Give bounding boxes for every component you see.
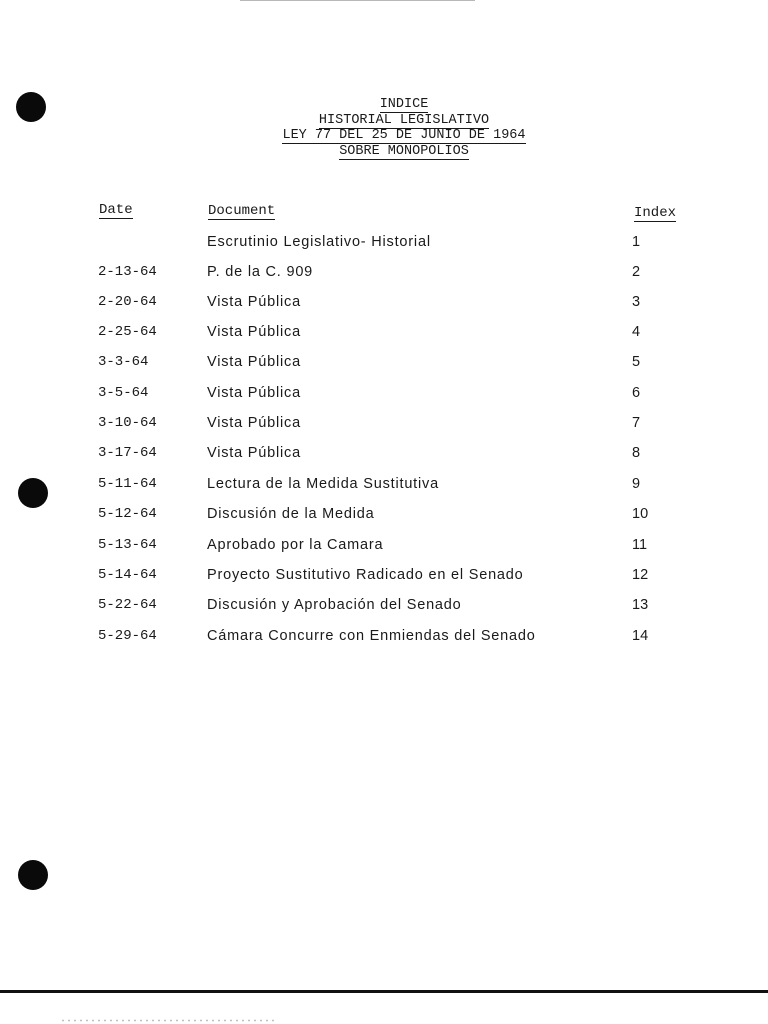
row-document: Discusión de la Medida [207, 506, 375, 522]
table-row [0, 383, 768, 403]
row-index: 12 [632, 567, 649, 583]
column-header-index: Index [634, 205, 677, 221]
row-date: 5-29-64 [98, 628, 157, 644]
row-date: 5-14-64 [98, 567, 157, 583]
scan-noise-dots [60, 1019, 275, 1022]
table-row [0, 262, 768, 282]
table-row [0, 595, 768, 615]
heading-line-1: INDICE [379, 97, 429, 112]
table-row [0, 565, 768, 585]
row-document: P. de la C. 909 [207, 264, 314, 280]
row-document: Proyecto Sustitutivo Radicado en el Senado [207, 567, 524, 583]
table-row [0, 443, 768, 463]
row-document: Vista Pública [207, 445, 301, 461]
table-row [0, 535, 768, 555]
table-row [0, 413, 768, 433]
row-index: 6 [632, 385, 641, 401]
row-date: 3-10-64 [98, 415, 157, 431]
document-heading [0, 97, 768, 159]
row-index: 9 [632, 476, 641, 492]
row-index: 8 [632, 445, 641, 461]
row-index: 3 [632, 294, 641, 310]
row-index: 5 [632, 354, 641, 370]
row-date: 3-5-64 [98, 385, 149, 401]
heading-line-4: SOBRE MONOPOLIOS [339, 143, 469, 159]
row-date: 2-13-64 [98, 264, 157, 280]
row-index: 1 [632, 234, 641, 250]
row-document: Cámara Concurre con Enmiendas del Senado [207, 628, 536, 644]
column-header-date: Date [99, 202, 133, 218]
row-index: 4 [632, 324, 641, 340]
row-index: 7 [632, 415, 641, 431]
heading-line-2: HISTORIAL LEGISLATIVO [318, 112, 490, 128]
row-document: Vista Pública [207, 324, 301, 340]
row-document: Escrutinio Legislativo- Historial [207, 234, 431, 250]
row-date: 2-20-64 [98, 294, 157, 310]
row-date: 5-11-64 [98, 476, 157, 492]
row-document: Discusión y Aprobación del Senado [207, 597, 462, 613]
row-index: 14 [632, 628, 649, 644]
table-row [0, 232, 768, 252]
row-index: 11 [632, 537, 648, 553]
page-bottom-edge [0, 990, 768, 993]
table-row [0, 322, 768, 342]
row-date: 5-13-64 [98, 537, 157, 553]
heading-line-3: LEY 77 DEL 25 DE JUNIO DE 1964 [282, 128, 526, 143]
table-row [0, 504, 768, 524]
row-date: 3-17-64 [98, 445, 157, 461]
row-document: Vista Pública [207, 294, 301, 310]
row-index: 10 [632, 506, 649, 522]
table-row [0, 626, 768, 646]
row-date: 2-25-64 [98, 324, 157, 340]
row-date: 5-12-64 [98, 506, 157, 522]
row-document: Vista Pública [207, 354, 301, 370]
row-date: 3-3-64 [98, 354, 149, 370]
table-row [0, 352, 768, 372]
row-document: Vista Pública [207, 385, 301, 401]
table-row [0, 292, 768, 312]
column-header-document: Document [208, 203, 276, 219]
row-date: 5-22-64 [98, 597, 157, 613]
row-document: Lectura de la Medida Sustitutiva [207, 476, 439, 492]
binder-hole-bottom [18, 860, 48, 890]
top-scan-line [240, 0, 475, 1]
row-index: 13 [632, 597, 649, 613]
row-document: Vista Pública [207, 415, 301, 431]
table-row [0, 474, 768, 494]
row-index: 2 [632, 264, 641, 280]
row-document: Aprobado por la Camara [207, 537, 384, 553]
